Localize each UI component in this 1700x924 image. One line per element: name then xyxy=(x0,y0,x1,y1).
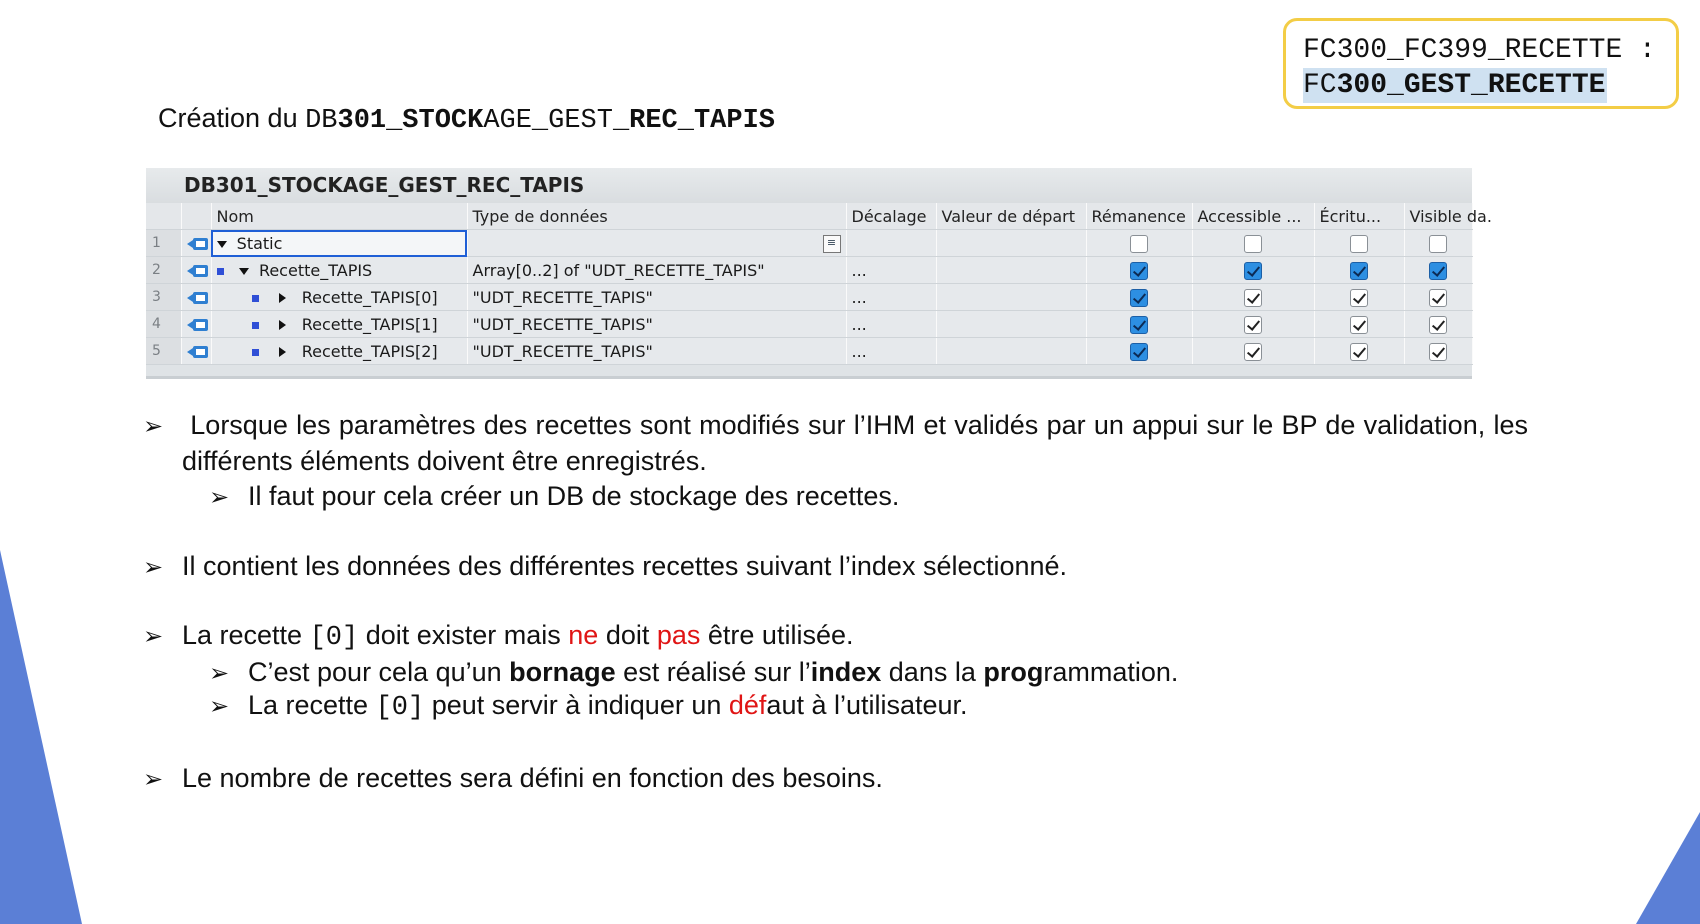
expand-arrow-icon[interactable] xyxy=(279,293,286,303)
table-header-row xyxy=(146,203,1472,230)
left-corner-triangle xyxy=(0,550,82,924)
row-offset-cell: ... xyxy=(846,284,936,311)
member-square-icon xyxy=(252,322,259,329)
row-name-cell[interactable]: Recette_TAPIS xyxy=(211,257,467,284)
db-tag-icon xyxy=(187,264,209,278)
row-type-cell[interactable]: "UDT_RECETTE_TAPIS" xyxy=(467,284,846,311)
row-type-cell[interactable]: "UDT_RECETTE_TAPIS" xyxy=(467,311,846,338)
expand-arrow-icon[interactable] xyxy=(279,320,286,330)
bullet-3: La recette [0] doit exister mais ne doit pas être utilisée. xyxy=(182,620,854,653)
visible-checkbox[interactable] xyxy=(1429,343,1447,361)
visible-checkbox[interactable] xyxy=(1429,289,1447,307)
ecriture-checkbox[interactable] xyxy=(1350,343,1368,361)
row-name-cell[interactable]: Recette_TAPIS[2] xyxy=(211,338,467,365)
visible-checkbox[interactable] xyxy=(1429,316,1447,334)
db-tag-icon xyxy=(187,318,209,332)
remanence-checkbox[interactable] xyxy=(1130,343,1148,361)
row-offset-cell xyxy=(846,230,936,257)
row-start-cell[interactable] xyxy=(936,338,1086,365)
list-view-icon[interactable]: ≡ xyxy=(823,235,841,253)
db-table xyxy=(146,203,1492,365)
visible-checkbox[interactable] xyxy=(1429,235,1447,253)
bullet-arrow-icon: ➢ xyxy=(143,413,164,440)
col-header-decalage[interactable]: Décalage xyxy=(846,203,936,230)
bullet-arrow-icon: ➢ xyxy=(209,484,230,511)
db-table-panel xyxy=(146,168,1492,379)
remanence-checkbox[interactable] xyxy=(1130,262,1148,280)
db-tag-icon xyxy=(187,237,209,251)
row-number: 4 xyxy=(146,311,181,338)
table-row[interactable] xyxy=(146,257,1472,284)
bullet-2: Il contient les données des différentes recettes suivant l’index sélectionné. xyxy=(182,551,1068,581)
row-start-cell[interactable] xyxy=(936,230,1086,257)
row-number: 3 xyxy=(146,284,181,311)
row-number: 5 xyxy=(146,338,181,365)
bullet-arrow-icon: ➢ xyxy=(143,766,164,793)
row-offset-cell: ... xyxy=(846,257,936,284)
row-type-cell[interactable]: Array[0..2] of "UDT_RECETTE_TAPIS" xyxy=(467,257,846,284)
accessible-checkbox[interactable] xyxy=(1244,289,1262,307)
row-number: 1 xyxy=(146,230,181,257)
bullet-3-sub-2: La recette [0] peut servir à indiquer un défaut à l’utilisateur. xyxy=(248,690,968,723)
title-box xyxy=(1283,18,1679,109)
db-tag-icon xyxy=(187,291,209,305)
bullet-arrow-icon: ➢ xyxy=(209,660,230,687)
accessible-checkbox[interactable] xyxy=(1244,235,1262,253)
bullet-arrow-icon: ➢ xyxy=(143,554,164,581)
row-start-cell[interactable] xyxy=(936,284,1086,311)
collapse-arrow-icon[interactable] xyxy=(239,268,249,275)
remanence-checkbox[interactable] xyxy=(1130,316,1148,334)
remanence-checkbox[interactable] xyxy=(1130,289,1148,307)
accessible-checkbox[interactable] xyxy=(1244,316,1262,334)
title-line-1: FC300_FC399_RECETTE : xyxy=(1303,35,1656,66)
col-header-valeur-depart[interactable]: Valeur de départ xyxy=(936,203,1086,230)
row-offset-cell: ... xyxy=(846,338,936,365)
bullet-1: Lorsque les paramètres des recettes sont modifiés sur l’IHM et validés par un appui sur le BP de validation, les différents éléments doivent être enregistrés. xyxy=(182,410,1528,476)
db-tag-icon xyxy=(187,345,209,359)
accessible-checkbox[interactable] xyxy=(1244,343,1262,361)
title-line-2: FC300_GEST_RECETTE xyxy=(1303,70,1606,101)
row-offset-cell: ... xyxy=(846,311,936,338)
col-header-nom[interactable]: Nom xyxy=(211,203,467,230)
col-header-accessible[interactable]: Accessible ... xyxy=(1192,203,1314,230)
bullet-arrow-icon: ➢ xyxy=(143,623,164,650)
table-row[interactable] xyxy=(146,311,1472,338)
table-row[interactable] xyxy=(146,284,1472,311)
row-name-cell[interactable]: Recette_TAPIS[0] xyxy=(211,284,467,311)
table-row[interactable] xyxy=(146,230,1472,257)
bullet-4: Le nombre de recettes sera défini en fonction des besoins. xyxy=(182,763,883,793)
col-header-ecriture[interactable]: Écritu... xyxy=(1314,203,1404,230)
expand-arrow-icon[interactable] xyxy=(279,347,286,357)
bullet-1-sub: Il faut pour cela créer un DB de stockage des recettes. xyxy=(248,481,900,511)
member-square-icon xyxy=(217,268,224,275)
ecriture-checkbox[interactable] xyxy=(1350,289,1368,307)
bullet-3-sub-1: C’est pour cela qu’un bornage est réalisé sur l’index dans la programmation. xyxy=(248,657,1179,687)
ecriture-checkbox[interactable] xyxy=(1350,316,1368,334)
member-square-icon xyxy=(252,295,259,302)
heading-db-name: DB301_STOCKAGE_GEST_REC_TAPIS xyxy=(305,106,775,136)
row-name-cell[interactable]: Static xyxy=(211,230,467,257)
col-header-visible[interactable]: Visible da. xyxy=(1404,203,1472,230)
visible-checkbox[interactable] xyxy=(1429,262,1447,280)
row-type-cell[interactable] xyxy=(467,230,846,257)
accessible-checkbox[interactable] xyxy=(1244,262,1262,280)
collapse-arrow-icon[interactable] xyxy=(217,241,227,248)
row-start-cell[interactable] xyxy=(936,257,1086,284)
ecriture-checkbox[interactable] xyxy=(1350,235,1368,253)
bullet-arrow-icon: ➢ xyxy=(209,693,230,720)
db-table-title: DB301_STOCKAGE_GEST_REC_TAPIS xyxy=(146,168,1472,203)
table-row[interactable] xyxy=(146,338,1472,365)
right-corner-triangle xyxy=(1636,812,1700,924)
col-header-type[interactable]: Type de données xyxy=(467,203,846,230)
col-header-remanence[interactable]: Rémanence xyxy=(1086,203,1192,230)
remanence-checkbox[interactable] xyxy=(1130,235,1148,253)
row-name-cell[interactable]: Recette_TAPIS[1] xyxy=(211,311,467,338)
member-square-icon xyxy=(252,349,259,356)
page-heading: Création du DB301_STOCKAGE_GEST_REC_TAPIS xyxy=(158,103,775,136)
ecriture-checkbox[interactable] xyxy=(1350,262,1368,280)
row-start-cell[interactable] xyxy=(936,311,1086,338)
row-type-cell[interactable]: "UDT_RECETTE_TAPIS" xyxy=(467,338,846,365)
row-number: 2 xyxy=(146,257,181,284)
